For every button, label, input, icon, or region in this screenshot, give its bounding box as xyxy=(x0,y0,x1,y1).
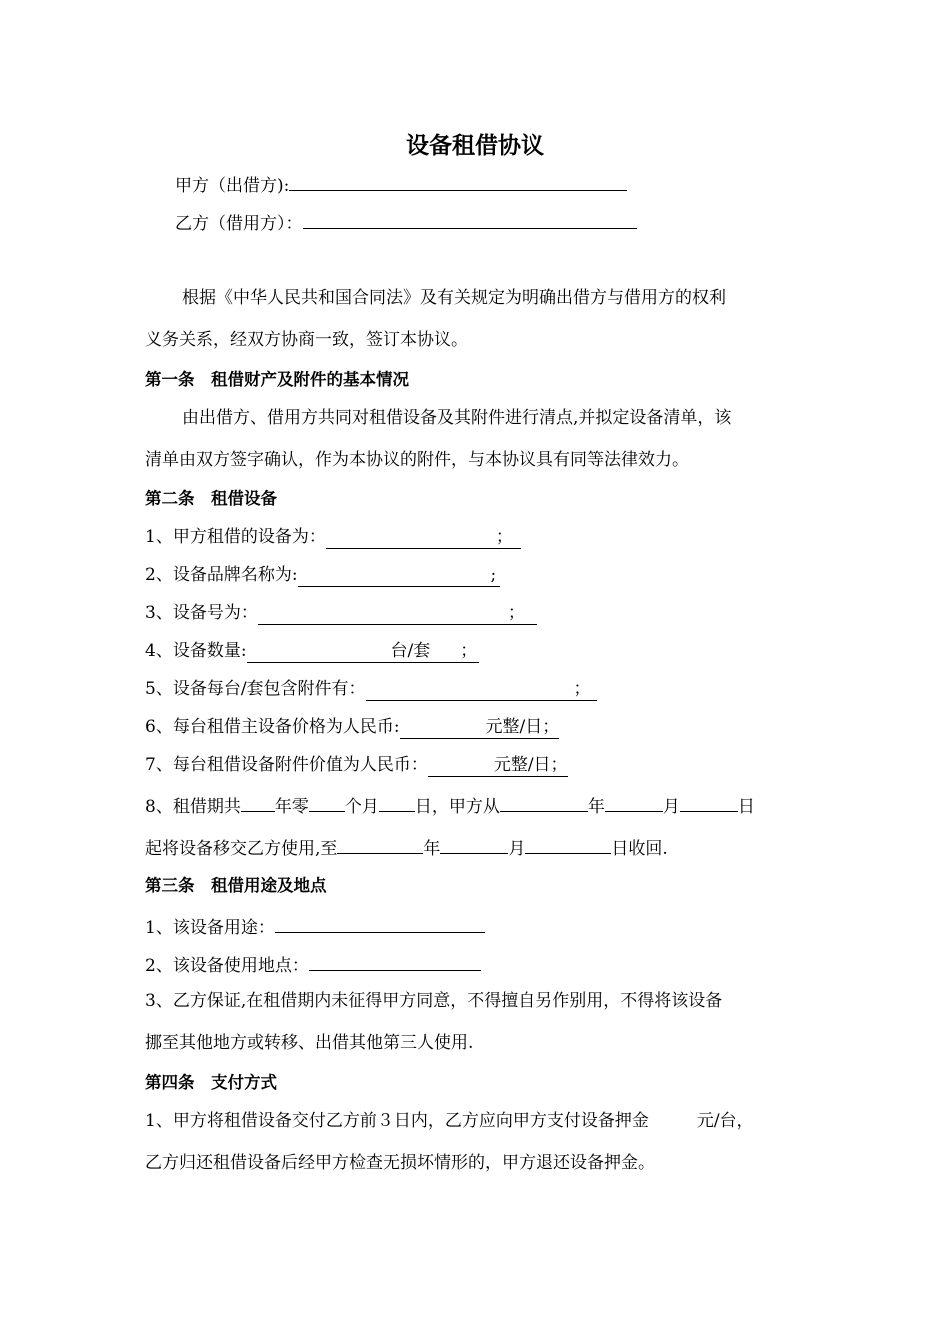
item-label: 5、设备每台/套包含附件有： xyxy=(145,679,366,699)
item-label: 1、甲方租借的设备为： xyxy=(145,527,326,547)
start-day-blank[interactable] xyxy=(680,793,738,812)
item-label: 1、该设备用途： xyxy=(145,918,275,938)
item-label: 7、每台租借设备附件价值为人民币： xyxy=(145,755,428,775)
article-3-item-3-line-1: 3、乙方保证,在租借期内未征得甲方同意，不得擅自另作别用，不得将该设备 xyxy=(145,991,723,1011)
party-a-line xyxy=(175,172,627,197)
months-blank[interactable] xyxy=(309,793,345,812)
intro-line-2: 义务关系，经双方协商一致，签订本协议。 xyxy=(145,330,468,350)
main-price-blank[interactable]: 元整/日； xyxy=(400,717,560,739)
article-3-item-1 xyxy=(145,914,485,939)
article-2-item-7 xyxy=(145,754,568,776)
article-4-item-1-line-1: 1、甲方将租借设备交付乙方前３日内，乙方应向甲方支付设备押金 元/台， xyxy=(145,1111,754,1131)
device-quantity-blank[interactable]: 台/套 ； xyxy=(247,641,480,663)
article-2-item-4 xyxy=(145,640,479,662)
party-b-line xyxy=(175,210,637,235)
article-3-item-3-line-2: 挪至其他地方或转移、出借其他第三人使用. xyxy=(145,1033,474,1053)
article-2-item-8-line-1: 8、租借期共 年零 个月 日，甲方从 年 月 日 xyxy=(145,793,755,818)
item-label: 4、设备数量: xyxy=(145,641,247,661)
device-number-blank[interactable]: ； xyxy=(258,603,537,625)
article-2-item-2 xyxy=(145,564,500,586)
end-year-blank[interactable] xyxy=(337,835,423,854)
item-label: 3、设备号为： xyxy=(145,603,258,623)
item-label: 6、每台租借主设备价格为人民币: xyxy=(145,717,400,737)
location-blank[interactable] xyxy=(309,952,481,971)
article-4-item-1-line-2: 乙方归还租借设备后经甲方检查无损坏情形的，甲方退还设备押金。 xyxy=(145,1153,655,1173)
years-blank[interactable] xyxy=(241,793,275,812)
article-2-heading: 第二条 租借设备 xyxy=(145,489,277,508)
article-4-heading: 第四条 支付方式 xyxy=(145,1073,277,1092)
usage-blank[interactable] xyxy=(275,914,485,933)
party-a-blank[interactable] xyxy=(289,172,627,191)
document-title: 设备租借协议 xyxy=(406,133,544,159)
days-blank[interactable] xyxy=(379,793,415,812)
accessory-price-blank[interactable]: 元整/日； xyxy=(428,755,568,777)
party-b-blank[interactable] xyxy=(303,210,637,229)
article-1-line-2: 清单由双方签字确认，作为本协议的附件，与本协议具有同等法律效力。 xyxy=(145,450,689,470)
brand-name-blank[interactable]: ; xyxy=(298,565,501,587)
article-3-heading: 第三条 租借用途及地点 xyxy=(145,876,327,895)
article-1-line-1: 由出借方、借用方共同对租借设备及其附件进行清点,并拟定设备清单，该 xyxy=(182,408,732,428)
article-3-item-2 xyxy=(145,952,481,977)
article-2-item-3 xyxy=(145,602,537,624)
item-label: 2、该设备使用地点： xyxy=(145,956,309,976)
device-name-blank[interactable]: ； xyxy=(326,527,521,549)
accessories-blank[interactable]: ； xyxy=(366,679,597,701)
article-2-item-1 xyxy=(145,526,521,548)
article-2-item-8-line-2: 起将设备移交乙方使用,至 年 月 日收回. xyxy=(145,835,668,860)
end-day-blank[interactable] xyxy=(525,835,611,854)
intro-line-1: 根据《中华人民共和国合同法》及有关规定为明确出借方与借用方的权利 xyxy=(182,288,726,308)
article-2-item-6 xyxy=(145,716,559,738)
start-year-blank[interactable] xyxy=(500,793,588,812)
start-month-blank[interactable] xyxy=(605,793,663,812)
article-2-item-5 xyxy=(145,678,597,700)
party-b-label: 乙方（借用方）： xyxy=(175,214,303,234)
item-label: 2、设备品牌名称为: xyxy=(145,565,298,585)
article-1-heading: 第一条 租借财产及附件的基本情况 xyxy=(145,370,409,389)
end-month-blank[interactable] xyxy=(440,835,508,854)
party-a-label: 甲方（出借方): xyxy=(175,176,290,196)
